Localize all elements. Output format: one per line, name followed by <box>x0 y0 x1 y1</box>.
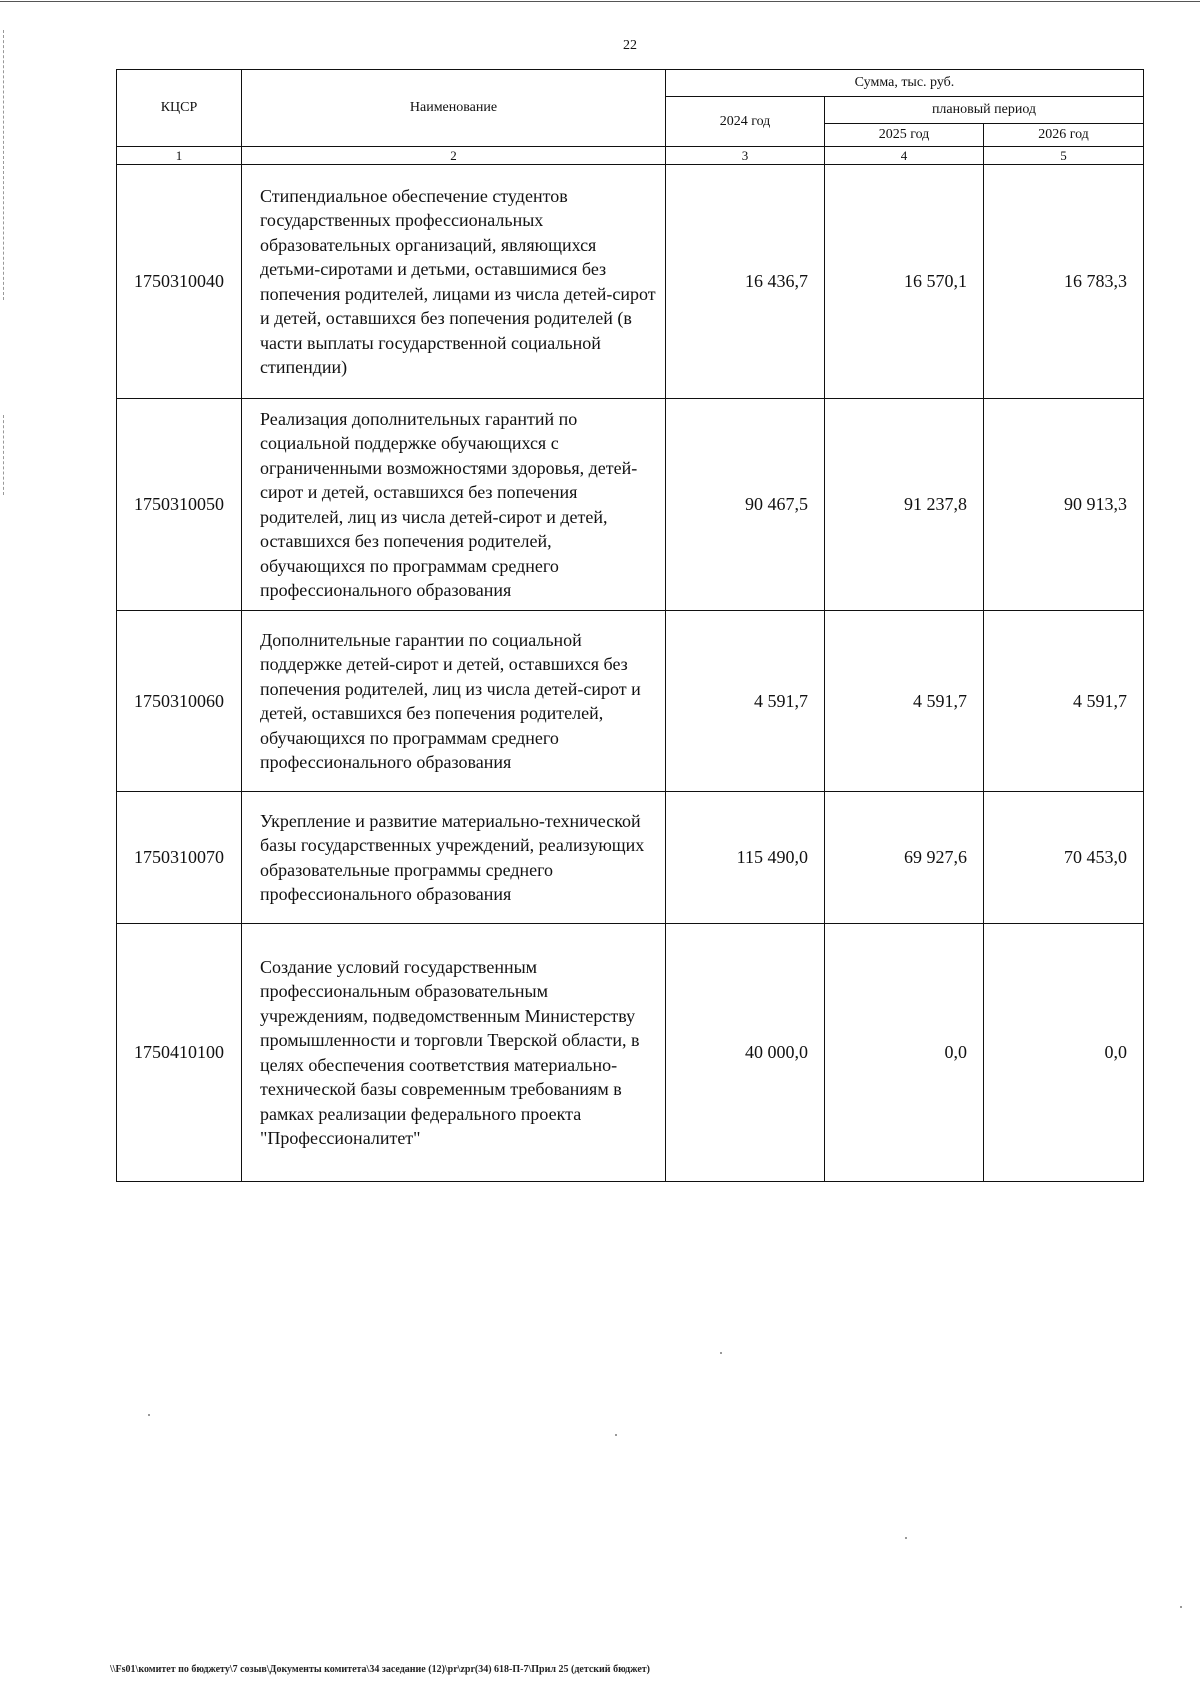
column-number: 1 <box>117 147 242 165</box>
row-code: 1750310040 <box>117 165 242 399</box>
scan-speck <box>615 1434 617 1436</box>
budget-table <box>116 69 1144 1182</box>
table-row <box>117 611 1144 792</box>
column-number-row <box>117 147 1144 165</box>
table-row <box>117 165 1144 399</box>
table-row <box>117 924 1144 1182</box>
row-code: 1750310050 <box>117 399 242 611</box>
row-name: Дополнительные гарантии по социальной поддержке детей-сирот и детей, оставшихся без попечения родителей, лиц из числа детей-сирот и детей, оставшихся без попечения родителей, обучающихся по программам среднего профессионального образования <box>242 611 666 792</box>
scan-edge-mark <box>3 415 4 495</box>
row-name: Создание условий государственным профессиональным образовательным учреждениям, подведомственным Министерству промышленности и торговли Тверской области, в целях обеспечения соответствия материально-технической базы современным требованиям в рамках реализации федерального проекта "Профессионалитет" <box>242 924 666 1182</box>
row-value-2024: 40 000,0 <box>666 924 825 1182</box>
header-name: Наименование <box>242 70 666 147</box>
row-code: 1750410100 <box>117 924 242 1182</box>
header-year-2025: 2025 год <box>825 124 984 147</box>
top-border-line <box>0 1 1200 2</box>
row-name: Стипендиальное обеспечение студентов государственных профессиональных образовательных организаций, являющихся детьми-сиротами и детьми, оставшимися без попечения родителей, лицами из числа детей-сирот и детей, оставшихся без попечения родителей (в части выплаты государственной социальной стипендии) <box>242 165 666 399</box>
column-number: 2 <box>242 147 666 165</box>
scan-speck <box>148 1414 150 1416</box>
column-number: 5 <box>984 147 1144 165</box>
row-value-2025: 0,0 <box>825 924 984 1182</box>
row-value-2026: 4 591,7 <box>984 611 1144 792</box>
row-code: 1750310070 <box>117 792 242 924</box>
column-number: 3 <box>666 147 825 165</box>
row-value-2026: 16 783,3 <box>984 165 1144 399</box>
scan-edge-mark <box>3 30 4 300</box>
row-name: Реализация дополнительных гарантий по социальной поддержке обучающихся с ограниченными возможностями здоровья, детей-сирот и детей, оставшихся без попечения родителей, лиц из числа детей-сирот и детей, оставшихся без попечения родителей, обучающихся по программам среднего профессионального образования <box>242 399 666 611</box>
header-code: КЦСР <box>117 70 242 147</box>
row-value-2026: 0,0 <box>984 924 1144 1182</box>
column-number: 4 <box>825 147 984 165</box>
scan-speck <box>1180 1606 1182 1608</box>
row-value-2024: 16 436,7 <box>666 165 825 399</box>
table-row <box>117 399 1144 611</box>
row-value-2025: 91 237,8 <box>825 399 984 611</box>
header-year-2026: 2026 год <box>984 124 1144 147</box>
header-planned-period: плановый период <box>825 97 1144 124</box>
table-row <box>117 792 1144 924</box>
row-value-2025: 69 927,6 <box>825 792 984 924</box>
row-name: Укрепление и развитие материально-технической базы государственных учреждений, реализующих образовательные программы среднего профессионального образования <box>242 792 666 924</box>
footer-file-path: \\Fs01\комитет по бюджету\7 созыв\Документы комитета\34 заседание (12)\pr\zpr(34) 618-П-7\Прил 25 (детский бюджет) <box>110 1664 650 1675</box>
row-value-2026: 90 913,3 <box>984 399 1144 611</box>
page-number: 22 <box>623 38 637 53</box>
row-value-2026: 70 453,0 <box>984 792 1144 924</box>
header-sum: Сумма, тыс. руб. <box>666 70 1144 97</box>
row-value-2024: 4 591,7 <box>666 611 825 792</box>
row-value-2024: 90 467,5 <box>666 399 825 611</box>
header-year-2024: 2024 год <box>666 97 825 147</box>
row-value-2025: 16 570,1 <box>825 165 984 399</box>
scan-speck <box>720 1352 722 1354</box>
row-code: 1750310060 <box>117 611 242 792</box>
row-value-2024: 115 490,0 <box>666 792 825 924</box>
row-value-2025: 4 591,7 <box>825 611 984 792</box>
scan-speck <box>905 1537 907 1539</box>
